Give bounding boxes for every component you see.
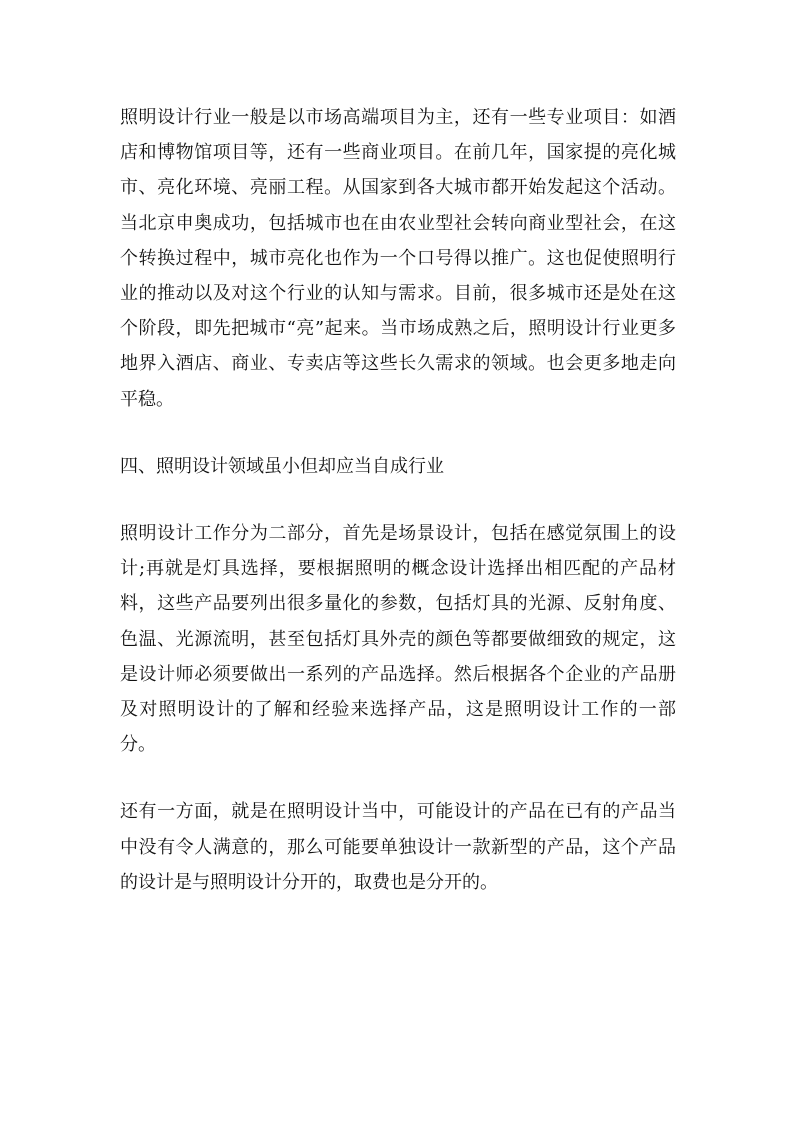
paragraph-product-design: 还有一方面，就是在照明设计当中，可能设计的产品在已有的产品当中没有令人满意的，那么可能要单独设计一款新型的产品，这个产品的设计是与照明设计分开的，取费也是分开的。	[120, 801, 676, 893]
paragraph-market-overview: 照明设计行业一般是以市场高端项目为主，还有一些专业项目：如酒店和博物馆项目等，还有一些商业项目。在前几年，国家提的亮化城市、亮化环境、亮丽工程。从国家到各大城市都开始发起这个活动。当北京申奥成功，包括城市也在由农业型社会转向商业型社会，在这个转换过程中，城市亮化也作为一个口号得以推广。这也促使照明行业的推动以及对这个行业的认知与需求。目前，很多城市还是处在这个阶段，即先把城市“亮”起来。当市场成熟之后，照明设计行业更多地界入酒店、商业、专卖店等这些长久需求的领域。也会更多地走向平稳。	[120, 107, 676, 410]
paragraph-design-work: 照明设计工作分为二部分，首先是场景设计，包括在感觉氛围上的设计;再就是灯具选择，要根据照明的概念设计选择出相匹配的产品材料，这些产品要列出很多量化的参数，包括灯具的光源、反射角度、色温、光源流明，甚至包括灯具外壳的颜色等都要做细致的规定，这是设计师必须要做出一系列的产品选择。然后根据各个企业的产品册及对照明设计的了解和经验来选择产品，这是照明设计工作的一部分。	[120, 523, 676, 756]
document-page	[120, 100, 676, 932]
section-heading: 四、照明设计领域虽小但却应当自成行业	[120, 455, 444, 477]
